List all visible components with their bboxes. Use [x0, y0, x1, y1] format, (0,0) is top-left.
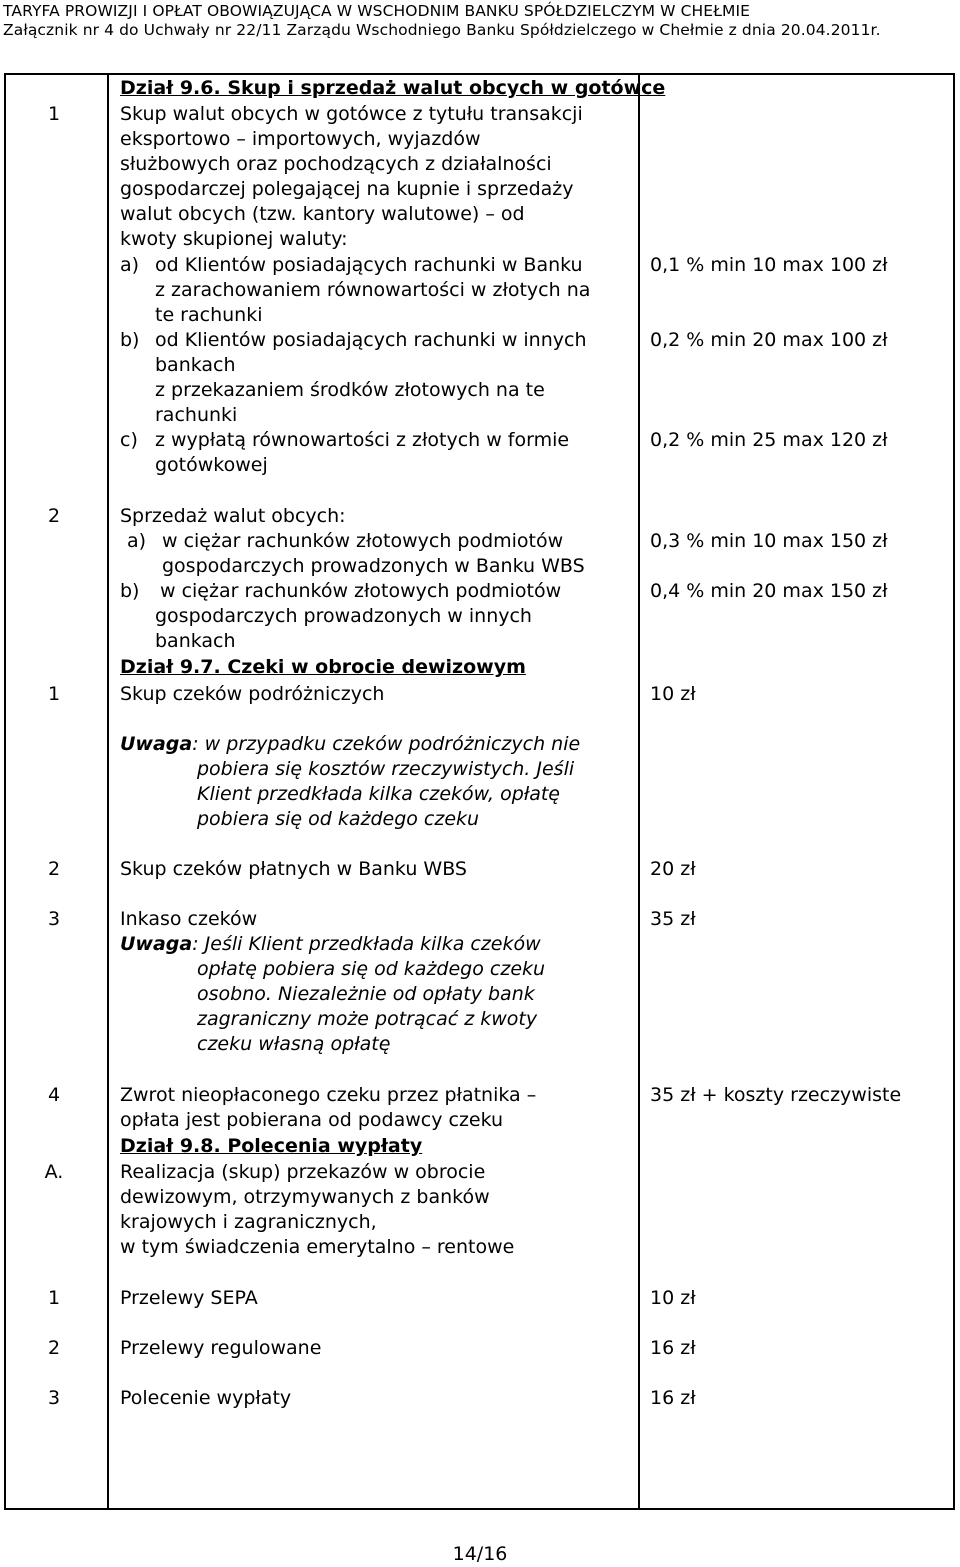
fee-value: 0,2 % min 25 max 120 zł [650, 429, 888, 451]
fee-value: 10 zł [650, 1287, 696, 1309]
fee-value: 10 zł [650, 683, 696, 705]
row-number: 2 [47, 1337, 61, 1359]
row-number: 1 [47, 103, 61, 125]
item-title: Przelewy SEPA [120, 1287, 258, 1309]
fee-value: 16 zł [650, 1387, 696, 1409]
fee-value: 0,3 % min 10 max 150 zł [650, 530, 888, 552]
fee-value: 35 zł [650, 908, 696, 930]
item-title: Polecenie wypłaty [120, 1387, 292, 1409]
row-number: 1 [47, 1287, 61, 1309]
row-number: 2 [47, 858, 61, 880]
row-number: 3 [47, 908, 61, 930]
fee-value: 0,4 % min 20 max 150 zł [650, 580, 888, 602]
fee-value: 20 zł [650, 858, 696, 880]
document-header-subtitle: Załącznik nr 4 do Uchwały nr 22/11 Zarządu Wschodniego Banku Spółdzielczego w Chełmie z dnia 20.04.2011r. [3, 21, 881, 39]
column-divider-fee [638, 73, 640, 1510]
item-title: Skup czeków podróżniczych [120, 683, 385, 705]
row-number: 2 [47, 505, 61, 527]
section-title-9-6: Dział 9.6. Skup i sprzedaż walut obcych w gotówce [120, 77, 666, 99]
row-number: A. [44, 1161, 64, 1183]
fee-value: 0,2 % min 20 max 100 zł [650, 329, 888, 351]
page-number: 14/16 [452, 1543, 508, 1565]
fee-value: 35 zł + koszty rzeczywiste [650, 1084, 902, 1106]
fee-value: 16 zł [650, 1337, 696, 1359]
section-title-9-8: Dział 9.8. Polecenia wypłaty [120, 1135, 423, 1157]
row-number: 4 [47, 1084, 61, 1106]
row-number: 1 [47, 683, 61, 705]
item-title: Skup czeków płatnych w Banku WBS [120, 858, 467, 880]
section-title-9-7: Dział 9.7. Czeki w obrocie dewizowym [120, 656, 526, 678]
item-title: Inkaso czeków [120, 908, 258, 930]
row-number: 3 [47, 1387, 61, 1409]
document-header-title: TARYFA PROWIZJI I OPŁAT OBOWIĄZUJĄCA W WSCHODNIM BANKU SPÓŁDZIELCZYM W CHEŁMIE [3, 2, 751, 20]
fee-value: 0,1 % min 10 max 100 zł [650, 254, 888, 276]
item-title: Przelewy regulowane [120, 1337, 322, 1359]
item-title: Sprzedaż walut obcych: [120, 505, 346, 527]
